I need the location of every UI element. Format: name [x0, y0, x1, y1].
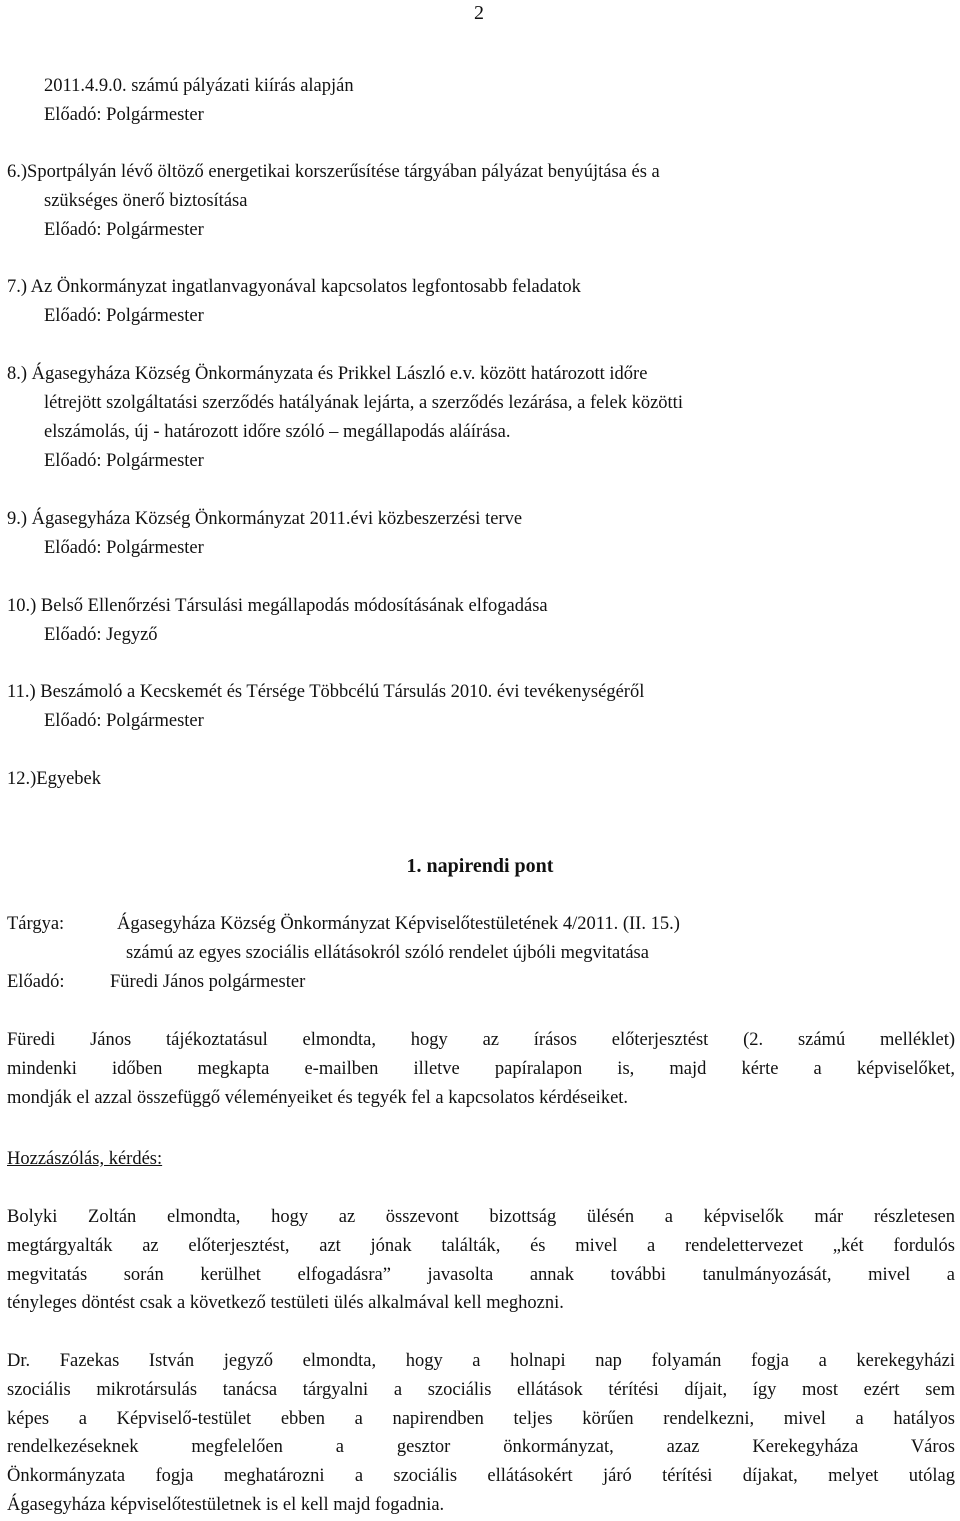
paragraph-bolyki — [7, 1203, 955, 1318]
paragraph-line: képes a Képviselő-testület ebben a napirendben teljes körűen rendelkezni, mivel a hatályos — [7, 1408, 955, 1429]
paragraph-line: mondják el azzal összefüggő véleményeiket és tegyék fel a kapcsolatos kérdéseiket. — [7, 1087, 629, 1108]
paragraph-line: megvitatás során kerülhet elfogadásra” javasolta annak további tanulmányozását, mivel a — [7, 1264, 955, 1285]
paragraph-line: Füredi János tájékoztatásul elmondta, hogy az írásos előterjesztést (2. számú melléklet) — [7, 1030, 955, 1050]
subject-text-line1: Ágasegyháza Község Önkormányzat Képviselőtestületének 4/2011. (II. 15.) — [117, 914, 680, 934]
subject-text-line2: számú az egyes szociális ellátásokról szóló rendelet újbóli megvitatása — [126, 943, 649, 963]
agenda-item-5-presenter: Előadó: Polgármester — [44, 105, 204, 125]
agenda-item-8-presenter: Előadó: Polgármester — [44, 451, 204, 471]
agenda-item-11: 11.) Beszámoló a Kecskemét és Térsége Többcélú Társulás 2010. évi tevékenységéről — [7, 682, 645, 702]
paragraph-line: megtárgyalták az előterjesztést, azt jónak találták, és mivel a rendelettervezet „két fordulós — [7, 1235, 955, 1256]
paragraph-line: szociális mikrotársulás tanácsa tárgyalni a szociális ellátások térítési díjait, így most ezért sem — [7, 1379, 955, 1400]
agenda-item-8: 8.) Ágasegyháza Község Önkormányzata és Prikkel László e.v. között határozott időre — [7, 364, 648, 384]
agenda-item-12: 12.)Egyebek — [7, 769, 102, 789]
agenda-item-5-tail: 2011.4.9.0. számú pályázati kiírás alapján — [44, 76, 354, 96]
paragraph-line: Dr. Fazekas István jegyző elmondta, hogy a holnapi nap folyamán fogja a kerekegyházi — [7, 1351, 955, 1371]
agenda-item-8-cont2: elszámolás, új - határozott időre szóló – megállapodás aláírása. — [44, 422, 511, 442]
agenda-item-6-presenter: Előadó: Polgármester — [44, 220, 204, 240]
paragraph-line: mindenki időben megkapta e-mailben illetve papíralapon is, majd kérte a képviselőket, — [7, 1058, 955, 1079]
agenda-item-9-presenter: Előadó: Polgármester — [44, 538, 204, 558]
discussion-heading: Hozzászólás, kérdés: — [7, 1149, 163, 1169]
subject-label: Tárgya: — [7, 914, 65, 934]
agenda-item-9: 9.) Ágasegyháza Község Önkormányzat 2011.évi közbeszerzési terve — [7, 509, 523, 529]
paragraph-fazekas — [7, 1347, 955, 1520]
agenda-item-11-presenter: Előadó: Polgármester — [44, 711, 204, 731]
paragraph-line: rendelkezéseknek megfelelően a gesztor önkormányzat, azaz Kerekegyháza Város — [7, 1437, 955, 1458]
paragraph-line: tényleges döntést csak a következő testületi ülés alkalmával kell meghozni. — [7, 1293, 564, 1314]
agenda-item-8-cont1: létrejött szolgáltatási szerződés hatályának lejárta, a szerződés lezárása, a felek közötti — [44, 393, 683, 413]
agenda-item-6: 6.)Sportpályán lévő öltöző energetikai korszerűsítése tárgyában pályázat benyújtása és a — [7, 162, 660, 182]
paragraph-line: Ágasegyháza képviselőtestületnek is el kell majd fogadnia. — [7, 1494, 445, 1515]
agenda-item-10-presenter: Előadó: Jegyző — [44, 625, 158, 645]
section-heading: 1. napirendi pont — [406, 855, 554, 877]
paragraph-intro — [7, 1026, 955, 1112]
agenda-item-7: 7.) Az Önkormányzat ingatlanvagyonával kapcsolatos legfontosabb feladatok — [7, 277, 581, 297]
agenda-item-6-cont: szükséges önerő biztosítása — [44, 191, 248, 211]
paragraph-line: Önkormányzata fogja meghatározni a szociális ellátásokért járó térítési díjakat, melyet utólag — [7, 1466, 955, 1487]
agenda-item-10: 10.) Belső Ellenőrzési Társulási megállapodás módosításának elfogadása — [7, 596, 548, 616]
presenter-value: Füredi János polgármester — [110, 972, 306, 992]
agenda-item-7-presenter: Előadó: Polgármester — [44, 306, 204, 326]
presenter-label: Előadó: — [7, 972, 65, 992]
paragraph-line: Bolyki Zoltán elmondta, hogy az összevont bizottság ülésén a képviselők már részletesen — [7, 1207, 955, 1227]
page-number: 2 — [474, 2, 484, 24]
